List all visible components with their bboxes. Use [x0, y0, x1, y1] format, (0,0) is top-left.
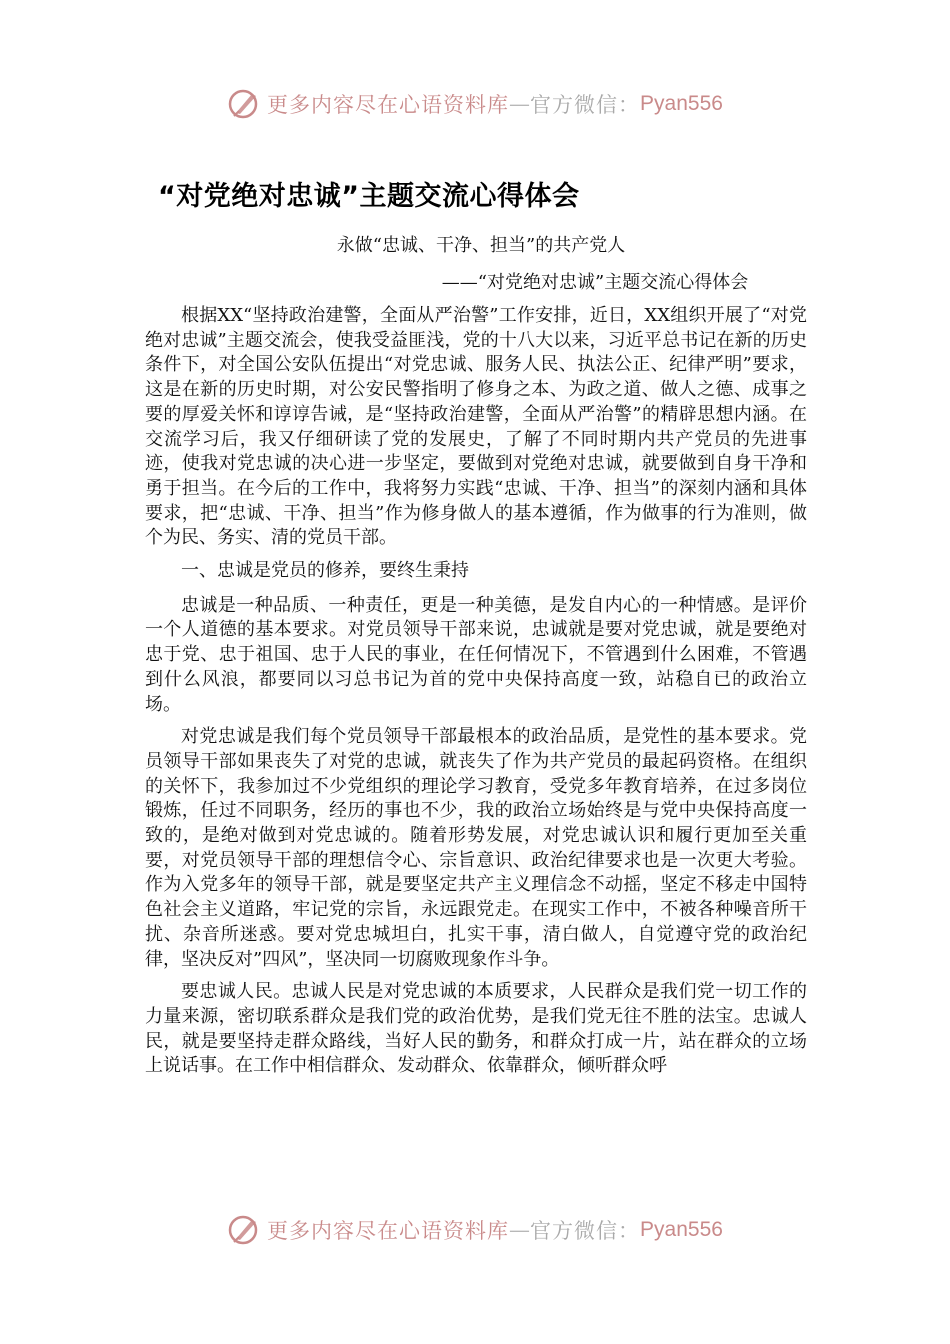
section-heading: 一、忠诚是党员的修养，要终生秉持 — [181, 560, 469, 582]
document-subtitle: 永做“忠诚、干净、担当”的共产党人 — [336, 235, 626, 256]
footer-watermark-banner — [0, 1210, 950, 1250]
banner-wechat-label: 官方微信： — [530, 93, 641, 117]
banner-text: 更多内容尽在心语资料库 — [267, 1219, 510, 1243]
document-body — [145, 304, 807, 1087]
banner-wechat-label: 官方微信： — [530, 1219, 641, 1243]
paragraph: 对党忠诚是我们每个党员领导干部最根本的政治品质，是党性的基本要求。党员领导干部如果丧失了对党的忠诚，就丧失了作为共产党员的最起码资格。在组织的关怀下，我参加过不少党组织的理论学习教育，受党多年教育培养，在过多岗位锻炼，任过不同职务，经历的事也不少，我的政治立场始终是与党中央保持高度一致的，是绝对做到对党忠诚的。随着形势发展，对党忠诚认识和履行更加至关重要，对党员领导干部的理想信令心、宗旨意识、政治纪律要求也是一次更大考验。作为入党多年的领导干部，就是要坚定共产主义理信念不动摇，坚定不移走中国特色社会主义道路，牢记党的宗旨，永远跟党走。在现实工作中，不被各种噪音所干扰、杂音所迷惑。要对党忠城坦白，扎实干事，清白做人，自觉遵守党的政治纪律，坚决反对”四风”，坚决同一切腐败现象作斗争。 — [145, 726, 807, 970]
quill-logo-icon — [227, 86, 263, 122]
document-title: “对党绝对忠诚”主题交流心得体会 — [158, 181, 580, 212]
banner-wechat-id: Pyan556 — [640, 92, 723, 115]
banner-separator: — — [509, 1218, 531, 1242]
document-subtitle-2: ——“对党绝对忠诚”主题交流心得体会 — [441, 272, 749, 293]
paragraph: 要忠诚人民。忠诚人民是对党忠诚的本质要求，人民群众是我们党一切工作的力量来源，密切联系群众是我们党的政治优势，是我们党无往不胜的法宝。忠诚人民，就是要坚持走群众路线，当好人民的勤务，和群众打成一片，站在群众的立场上说话事。在工作中相信群众、发动群众、依靠群众，倾听群众呼 — [145, 981, 807, 1077]
banner-text: 更多内容尽在心语资料库 — [267, 93, 510, 117]
paragraph: 根据XX“坚持政治建警，全面从严治警”工作安排，近日，XX组织开展了“对党绝对忠诚”主题交流会，使我受益匪浅，党的十八大以来，习近平总书记在新的历史条件下，对全国公安队伍提出“对党忠诚、服务人民、执法公正、纪律严明”要求，这是在新的历史时期，对公安民警指明了修身之本、为政之道、做人之德、成事之要的厚爱关怀和谆谆告诫，是“坚持政治建警，全面从严治警”的精辟思想内涵。在交流学习后，我又仔细研读了党的发展史，了解了不同时期内共产党员的先进事迹，使我对党忠诚的决心进一步坚定，要做到对党绝对忠诚，就要做到自身干净和勇于担当。在今后的工作中，我将努力实践“忠诚、干净、担当”的深刻内涵和具体要求，把“忠诚、干净、担当”作为修身做人的基本遵循，作为做事的行为准则，做个为民、务实、清的党员干部。 — [145, 305, 807, 549]
paragraph: 忠诚是一种品质、一种责任，更是一种美德，是发自内心的一种情感。是评价一个人道德的基本要求。对党员领导干部来说，忠诚就是要对党忠诚，就是要绝对忠于党、忠于祖国、忠于人民的事业，在任何情况下，不管遇到什么困难，不管遇到什么风浪，都要同以习总书记为首的党中央保持高度一致，站稳自已的政治立场。 — [145, 594, 807, 715]
banner-separator: — — [509, 92, 531, 116]
quill-logo-icon — [227, 1212, 263, 1248]
header-watermark-banner — [0, 84, 950, 124]
banner-wechat-id: Pyan556 — [640, 1218, 723, 1241]
